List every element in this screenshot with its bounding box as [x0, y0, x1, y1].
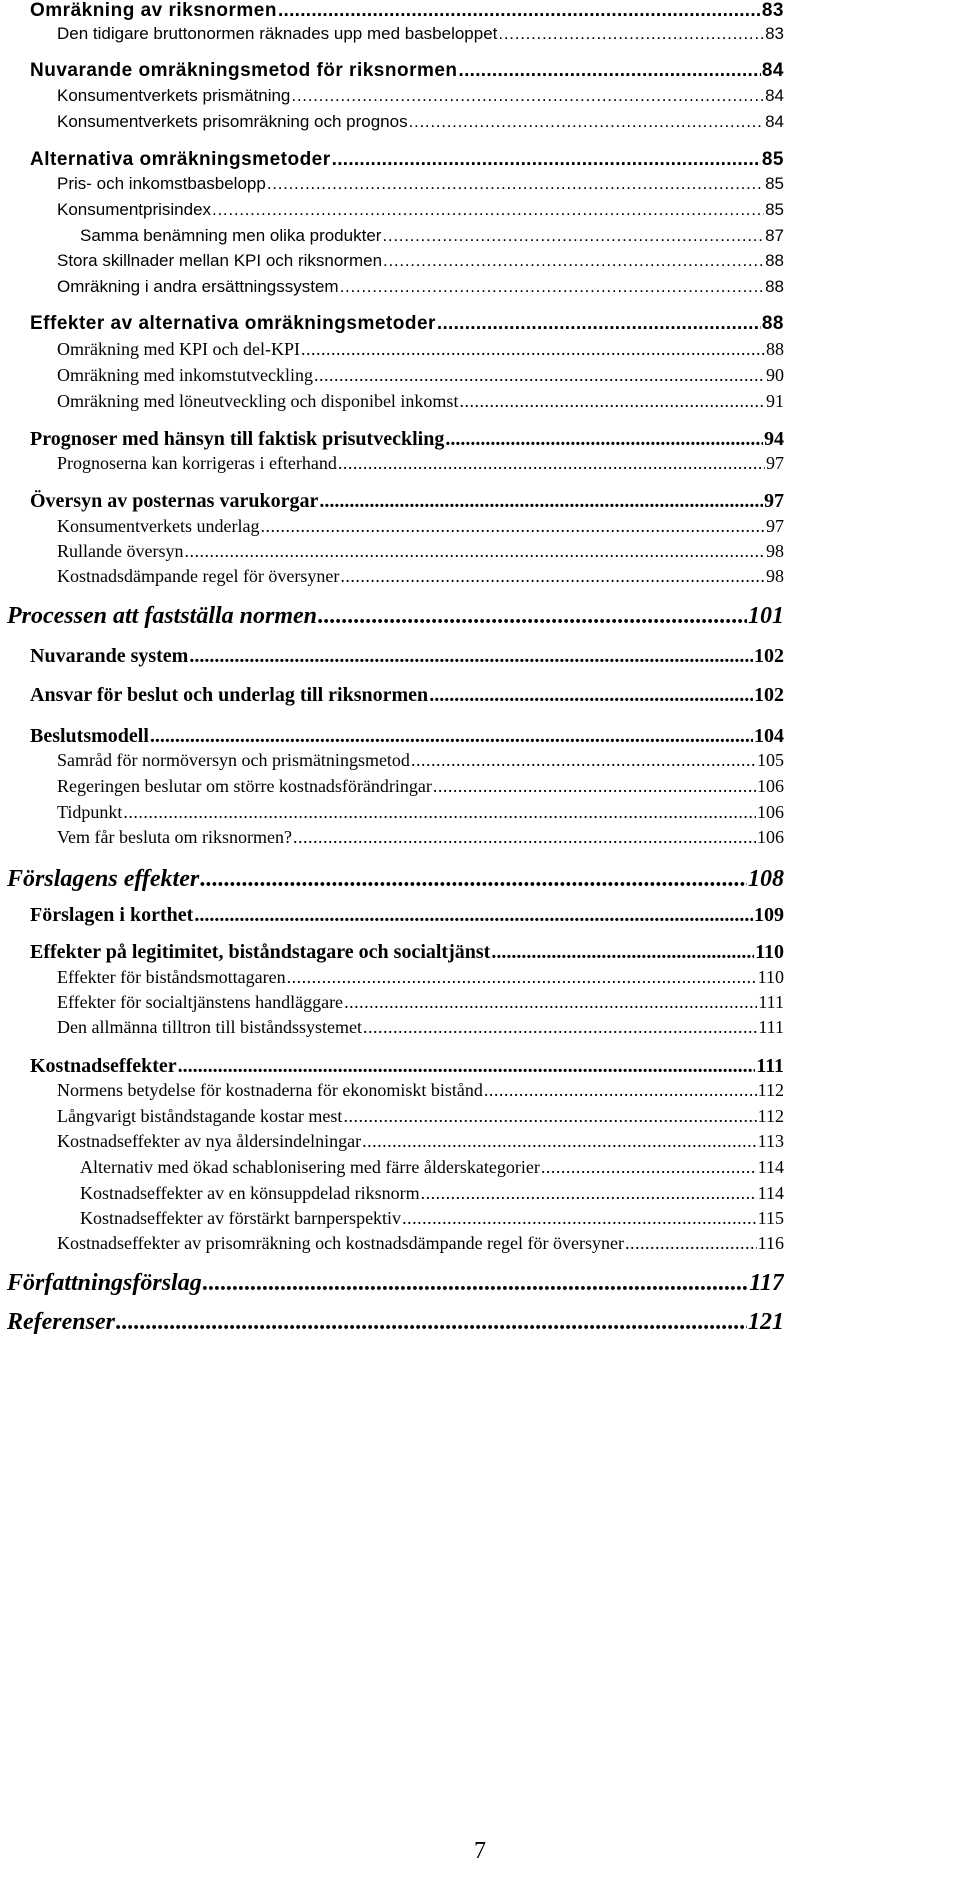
toc-entry[interactable]: [57, 1233, 784, 1254]
dot-leader: [411, 750, 756, 771]
toc-entry-title: Alternativ med ökad schablonisering med färre ålderskategorier: [80, 1157, 540, 1177]
toc-entry[interactable]: [30, 941, 784, 964]
dot-leader: [194, 904, 753, 927]
toc-entry[interactable]: [57, 967, 784, 988]
dot-leader: [203, 1270, 749, 1297]
toc-entry-page: 97: [766, 516, 784, 536]
dot-leader: [116, 1309, 747, 1336]
toc-entry[interactable]: [57, 200, 784, 220]
toc-entry-title: Regeringen beslutar om större kostnadsförändringar: [57, 776, 432, 796]
dot-leader: [459, 60, 761, 82]
toc-entry-title: Kostnadseffekter av prisomräkning och kostnadsdämpande regel för översyner: [57, 1233, 624, 1253]
toc-entry[interactable]: [30, 645, 784, 668]
toc-entry-title: Effekter på legitimitet, biståndstagare och socialtjänst: [30, 941, 491, 963]
toc-entry-page: 106: [757, 776, 784, 796]
dot-leader: [340, 566, 765, 587]
toc-entry-page: 91: [766, 391, 784, 411]
toc-entry[interactable]: [57, 802, 784, 823]
dot-leader: [382, 226, 764, 246]
toc-entry-title: Författningsförslag: [7, 1270, 202, 1296]
toc-entry-page: 105: [757, 750, 784, 770]
toc-entry-page: 85: [765, 200, 784, 219]
toc-entry-page: 121: [748, 1309, 784, 1335]
toc-entry-title: Översyn av posternas varukorgar: [30, 490, 319, 512]
toc-entry-page: 111: [756, 1055, 784, 1077]
toc-entry[interactable]: [57, 339, 784, 360]
toc-entry[interactable]: [30, 684, 784, 707]
toc-entry-title: Konsumentprisindex: [57, 200, 212, 219]
dot-leader: [421, 1183, 757, 1204]
dot-leader: [318, 603, 747, 630]
toc-entry-page: 84: [761, 60, 784, 81]
dot-leader: [189, 645, 753, 668]
toc-entry-page: 83: [761, 0, 784, 21]
toc-entry-title: Omräkning med löneutveckling och disponibel inkomst: [57, 391, 459, 411]
toc-entry-page: 98: [766, 566, 784, 586]
toc-entry-title: Prognoserna kan korrigeras i efterhand: [57, 453, 337, 473]
toc-entry-page: 101: [748, 603, 784, 629]
toc-entry-page: 84: [765, 112, 784, 131]
toc-entry[interactable]: [57, 566, 784, 587]
toc-entry-page: 83: [765, 24, 784, 43]
toc-entry-title: Referenser: [7, 1309, 115, 1335]
toc-entry-title: Kostnadseffekter: [30, 1055, 177, 1077]
dot-leader: [402, 1208, 757, 1229]
toc-entry[interactable]: [7, 1309, 784, 1336]
toc-entry-page: 112: [757, 1106, 784, 1126]
toc-entry[interactable]: [30, 0, 784, 22]
dot-leader: [362, 1131, 757, 1152]
toc-entry-page: 88: [761, 313, 784, 334]
dot-leader: [291, 86, 764, 106]
dot-leader: [200, 866, 747, 893]
toc-entry-page: 85: [761, 149, 784, 170]
toc-entry[interactable]: [57, 277, 784, 297]
dot-leader: [484, 1080, 757, 1101]
toc-entry-title: Pris- och inkomstbasbelopp: [57, 174, 266, 193]
dot-leader: [429, 684, 753, 707]
dot-leader: [409, 112, 765, 132]
toc-entry-page: 84: [765, 86, 784, 105]
toc-entry-page: 114: [757, 1183, 784, 1203]
toc-entry-title: Nuvarande system: [30, 645, 189, 667]
toc-entry-title: Stora skillnader mellan KPI och riksnormen: [57, 251, 383, 270]
toc-entry-title: Förslagens effekter: [7, 866, 200, 892]
toc-entry[interactable]: [30, 313, 784, 335]
toc-entry[interactable]: [80, 226, 784, 246]
toc-entry[interactable]: [30, 1055, 784, 1078]
toc-entry-page: 88: [766, 339, 784, 359]
toc-entry-page: 115: [757, 1208, 784, 1228]
toc-entry-page: 106: [757, 827, 784, 847]
toc-entry-title: Omräkning med inkomstutveckling: [57, 365, 313, 385]
toc-entry-page: 88: [765, 277, 784, 296]
toc-entry[interactable]: [57, 776, 784, 797]
toc-entry[interactable]: [57, 541, 784, 562]
toc-entry[interactable]: [57, 827, 784, 848]
dot-leader: [363, 1017, 757, 1038]
dot-leader: [437, 313, 761, 335]
dot-leader: [498, 24, 764, 44]
toc-entry[interactable]: [80, 1183, 784, 1204]
dot-leader: [343, 1106, 756, 1127]
toc-entry[interactable]: [30, 725, 784, 748]
dot-leader: [178, 1055, 756, 1078]
toc-entry[interactable]: [30, 149, 784, 171]
dot-leader: [445, 428, 763, 451]
dot-leader: [332, 149, 761, 171]
toc-entry-page: 112: [757, 1080, 784, 1100]
toc-entry-title: Konsumentverkets prisomräkning och prognos: [57, 112, 408, 131]
toc-entry-title: Omräkning med KPI och del-KPI: [57, 339, 300, 359]
toc-entry-page: 117: [749, 1270, 784, 1296]
toc-entry-title: Kostnadseffekter av förstärkt barnperspektiv: [80, 1208, 402, 1228]
toc-entry-title: Alternativa omräkningsmetoder: [30, 149, 331, 170]
toc-entry-page: 102: [754, 684, 784, 706]
toc-entry-page: 111: [758, 1017, 784, 1037]
toc-entry[interactable]: [80, 1208, 784, 1229]
toc-entry[interactable]: [57, 750, 784, 771]
toc-entry[interactable]: [7, 1270, 784, 1297]
toc-entry-title: Kostnadseffekter av nya åldersindelningar: [57, 1131, 362, 1151]
toc-entry-title: Kostnadsdämpande regel för översyner: [57, 566, 340, 586]
toc-entry-page: 106: [757, 802, 784, 822]
dot-leader: [433, 776, 756, 797]
toc-entry[interactable]: [57, 1106, 784, 1127]
toc-entry[interactable]: [57, 992, 784, 1013]
toc-entry-title: Omräkning i andra ersättningssystem: [57, 277, 339, 296]
toc-entry-page: 110: [755, 941, 784, 963]
page-number: 7: [474, 1838, 486, 1864]
dot-leader: [184, 541, 765, 562]
dot-leader: [383, 251, 764, 271]
toc-entry[interactable]: [57, 251, 784, 271]
toc-entry[interactable]: [57, 1131, 784, 1152]
toc-entry-title: Långvarigt biståndstagande kostar mest: [57, 1106, 343, 1126]
toc-entry[interactable]: [57, 1017, 784, 1038]
toc-entry[interactable]: [57, 174, 784, 194]
dot-leader: [491, 941, 754, 964]
toc-entry-page: 114: [757, 1157, 784, 1177]
dot-leader: [301, 339, 765, 360]
toc-entry-page: 116: [757, 1233, 784, 1253]
toc-entry[interactable]: [30, 904, 784, 927]
toc-entry-title: Konsumentverkets underlag: [57, 516, 260, 536]
dot-leader: [459, 391, 765, 412]
toc-entry[interactable]: [30, 428, 784, 451]
dot-leader: [319, 490, 763, 513]
toc-entry[interactable]: [57, 365, 784, 386]
toc-entry-page: 90: [766, 365, 784, 385]
dot-leader: [267, 174, 764, 194]
toc-entry-page: 113: [757, 1131, 784, 1151]
toc-entry[interactable]: [57, 24, 784, 44]
toc-entry-page: 102: [754, 645, 784, 667]
dot-leader: [278, 0, 761, 22]
toc-entry[interactable]: [7, 866, 784, 893]
toc-entry[interactable]: [80, 1157, 784, 1178]
toc-entry-title: Prognoser med hänsyn till faktisk prisutveckling: [30, 428, 445, 450]
toc-entry-page: 97: [764, 490, 784, 512]
toc-entry[interactable]: [57, 391, 784, 412]
toc-entry-title: Tidpunkt: [57, 802, 123, 822]
toc-entry[interactable]: [57, 516, 784, 537]
toc-entry-title: Vem får besluta om riksnormen?: [57, 827, 292, 847]
toc-entry-title: Den allmänna tilltron till biståndssystemet: [57, 1017, 362, 1037]
toc-entry-title: Samma benämning men olika produkter: [80, 226, 382, 245]
dot-leader: [212, 200, 764, 220]
toc-entry-page: 111: [758, 992, 784, 1012]
toc-entry-page: 98: [766, 541, 784, 561]
toc-entry-page: 109: [754, 904, 784, 926]
toc-entry-title: Rullande översyn: [57, 541, 184, 561]
toc-entry-title: Den tidigare bruttonormen räknades upp med basbeloppet: [57, 24, 498, 43]
toc-entry-title: Processen att fastställa normen: [7, 603, 318, 629]
toc-entry-page: 97: [766, 453, 784, 473]
toc-entry-title: Effekter för socialtjänstens handläggare: [57, 992, 344, 1012]
dot-leader: [338, 453, 765, 474]
toc-entry-title: Normens betydelse för kostnaderna för ekonomiskt bistånd: [57, 1080, 483, 1100]
toc-entry[interactable]: [57, 453, 784, 474]
toc-entry-title: Förslagen i korthet: [30, 904, 194, 926]
dot-leader: [150, 725, 753, 748]
dot-leader: [541, 1157, 757, 1178]
toc-entry-title: Effekter av alternativa omräkningsmetoder: [30, 313, 436, 334]
toc-entry-page: 108: [748, 866, 784, 892]
toc-entry[interactable]: [57, 1080, 784, 1101]
toc-entry-title: Nuvarande omräkningsmetod för riksnormen: [30, 60, 458, 81]
toc-entry-title: Samråd för normöversyn och prismätningsmetod: [57, 750, 410, 770]
toc-entry[interactable]: [7, 603, 784, 630]
toc-entry[interactable]: [57, 112, 784, 132]
toc-entry-page: 87: [765, 226, 784, 245]
dot-leader: [287, 967, 757, 988]
dot-leader: [340, 277, 765, 297]
toc-entry-page: 85: [765, 174, 784, 193]
toc-entry[interactable]: [57, 86, 784, 106]
toc-entry[interactable]: [30, 490, 784, 513]
dot-leader: [293, 827, 756, 848]
dot-leader: [123, 802, 756, 823]
toc-entry-page: 110: [757, 967, 784, 987]
dot-leader: [344, 992, 757, 1013]
toc-entry-page: 94: [764, 428, 784, 450]
toc-entry-title: Effekter för biståndsmottagaren: [57, 967, 286, 987]
toc-entry-title: Kostnadseffekter av en könsuppdelad riksnorm: [80, 1183, 420, 1203]
toc-entry[interactable]: [30, 60, 784, 82]
toc-entry-title: Konsumentverkets prismätning: [57, 86, 291, 105]
toc-entry-page: 104: [754, 725, 784, 747]
dot-leader: [260, 516, 765, 537]
dot-leader: [314, 365, 765, 386]
toc-entry-page: 88: [765, 251, 784, 270]
dot-leader: [625, 1233, 757, 1254]
toc-entry-title: Omräkning av riksnormen: [30, 0, 277, 21]
toc-entry-title: Beslutsmodell: [30, 725, 149, 747]
toc-entry-title: Ansvar för beslut och underlag till riksnormen: [30, 684, 429, 706]
